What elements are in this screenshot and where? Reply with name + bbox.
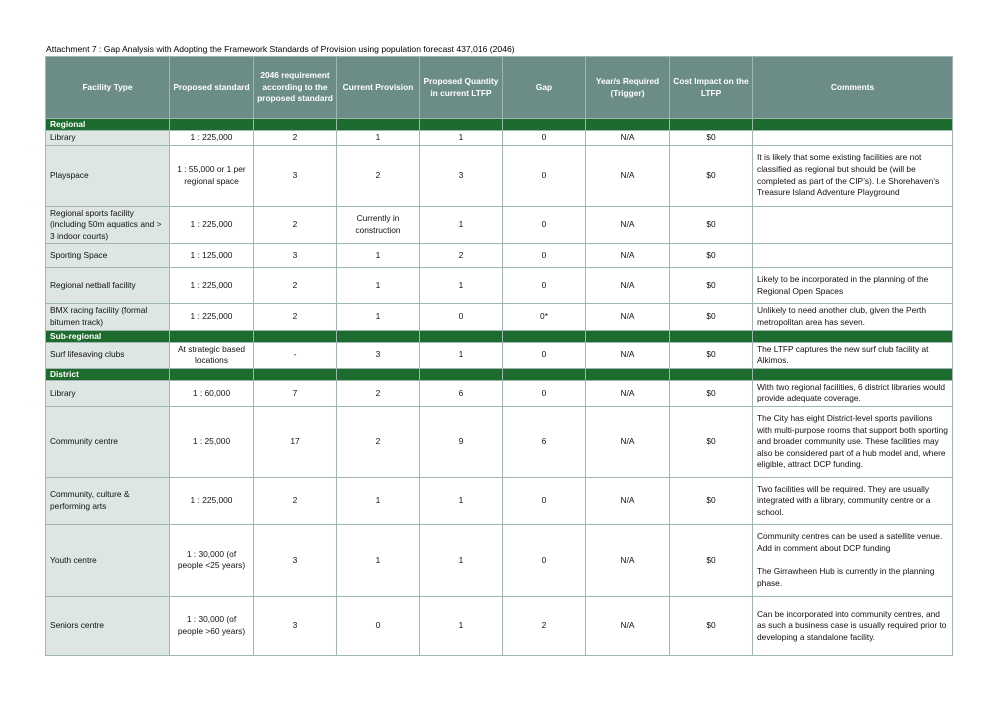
section-fill — [670, 368, 753, 380]
table-header-row — [46, 57, 953, 119]
year-cell: N/A — [586, 145, 670, 206]
proposed-cell: 1 — [420, 477, 503, 524]
comments-cell: Likely to be incorporated in the planning of the Regional Open Spaces — [753, 268, 953, 304]
section-fill — [337, 330, 420, 342]
standard-cell: 1 : 55,000 or 1 per regional space — [170, 145, 254, 206]
gap-cell: 0 — [503, 524, 586, 596]
section-fill — [753, 330, 953, 342]
cost-cell: $0 — [670, 524, 753, 596]
requirement-cell: - — [254, 342, 337, 368]
requirement-cell: 3 — [254, 244, 337, 268]
header-gap: Gap — [503, 57, 586, 119]
standard-cell: 1 : 225,000 — [170, 268, 254, 304]
comments-cell: The City has eight District-level sports pavilions with multi-purpose rooms that support both sporting and broader community use. These facilities may also be considered part of a hub model and, where eligible, attract DCP funding. — [753, 406, 953, 477]
year-cell: N/A — [586, 342, 670, 368]
year-cell: N/A — [586, 380, 670, 406]
current-cell: 1 — [337, 131, 420, 146]
standard-cell: At strategic based locations — [170, 342, 254, 368]
proposed-cell: 1 — [420, 268, 503, 304]
section-row — [46, 119, 953, 131]
current-cell: 1 — [337, 244, 420, 268]
section-fill — [170, 368, 254, 380]
standard-cell: 1 : 60,000 — [170, 380, 254, 406]
proposed-cell: 2 — [420, 244, 503, 268]
table-body — [46, 119, 953, 656]
gap-cell: 0 — [503, 131, 586, 146]
proposed-cell: 9 — [420, 406, 503, 477]
section-fill — [586, 119, 670, 131]
proposed-cell: 3 — [420, 145, 503, 206]
year-cell: N/A — [586, 206, 670, 244]
section-fill — [420, 330, 503, 342]
document-title: Attachment 7 : Gap Analysis with Adopting the Framework Standards of Provision using population forecast 437,016 (2046) — [46, 44, 515, 54]
cost-cell: $0 — [670, 268, 753, 304]
gap-cell: 6 — [503, 406, 586, 477]
standard-cell: 1 : 125,000 — [170, 244, 254, 268]
proposed-cell: 1 — [420, 206, 503, 244]
current-cell: 1 — [337, 524, 420, 596]
proposed-cell: 1 — [420, 131, 503, 146]
table-row — [46, 244, 953, 268]
section-fill — [254, 368, 337, 380]
year-cell: N/A — [586, 596, 670, 655]
standard-cell: 1 : 30,000 (of people >60 years) — [170, 596, 254, 655]
requirement-cell: 3 — [254, 524, 337, 596]
requirement-cell: 2 — [254, 131, 337, 146]
table-row — [46, 342, 953, 368]
current-cell: Currently in construction — [337, 206, 420, 244]
section-fill — [586, 368, 670, 380]
section-label: Sub-regional — [46, 330, 170, 342]
comments-cell: Community centres can be used a satellite venue. Add in comment about DCP funding The Girrawheen Hub is currently in the planning phase. — [753, 524, 953, 596]
current-cell: 2 — [337, 380, 420, 406]
facility-cell: Youth centre — [46, 524, 170, 596]
section-fill — [670, 330, 753, 342]
gap-cell: 0 — [503, 342, 586, 368]
current-cell: 2 — [337, 145, 420, 206]
header-comments: Comments — [753, 57, 953, 119]
requirement-cell: 2 — [254, 206, 337, 244]
comments-cell: Unlikely to need another club, given the Perth metropolitan area has seven. — [753, 304, 953, 330]
section-fill — [503, 330, 586, 342]
comments-cell — [753, 206, 953, 244]
header-facility-type: Facility Type — [46, 57, 170, 119]
facility-cell: Library — [46, 380, 170, 406]
section-label: Regional — [46, 119, 170, 131]
comments-cell: It is likely that some existing facilities are not classified as regional but should be (will be completed as part of the CIP’s). I.e Shorehaven’s Treasure Island Adventure Playground — [753, 145, 953, 206]
header-2046-requirement: 2046 requirement according to the proposed standard — [254, 57, 337, 119]
year-cell: N/A — [586, 304, 670, 330]
proposed-cell: 1 — [420, 524, 503, 596]
section-fill — [170, 119, 254, 131]
gap-cell: 0 — [503, 145, 586, 206]
comments-cell — [753, 244, 953, 268]
section-fill — [420, 119, 503, 131]
gap-cell: 0 — [503, 268, 586, 304]
requirement-cell: 3 — [254, 596, 337, 655]
table-row — [46, 524, 953, 596]
proposed-cell: 1 — [420, 596, 503, 655]
year-cell: N/A — [586, 131, 670, 146]
standard-cell: 1 : 225,000 — [170, 304, 254, 330]
table-row — [46, 477, 953, 524]
gap-cell: 0 — [503, 380, 586, 406]
standard-cell: 1 : 225,000 — [170, 477, 254, 524]
section-fill — [337, 119, 420, 131]
standard-cell: 1 : 25,000 — [170, 406, 254, 477]
table-row — [46, 268, 953, 304]
gap-cell: 0 — [503, 244, 586, 268]
current-cell: 1 — [337, 477, 420, 524]
section-fill — [503, 119, 586, 131]
section-fill — [337, 368, 420, 380]
comments-cell — [753, 131, 953, 146]
standard-cell: 1 : 225,000 — [170, 131, 254, 146]
facility-cell: Regional netball facility — [46, 268, 170, 304]
header-current-provision: Current Provision — [337, 57, 420, 119]
comments-cell: Two facilities will be required. They are usually integrated with a library, community centre or a school. — [753, 477, 953, 524]
gap-cell: 0 — [503, 206, 586, 244]
current-cell: 2 — [337, 406, 420, 477]
section-fill — [420, 368, 503, 380]
current-cell: 0 — [337, 596, 420, 655]
gap-analysis-table — [45, 56, 953, 656]
proposed-cell: 0 — [420, 304, 503, 330]
requirement-cell: 3 — [254, 145, 337, 206]
current-cell: 1 — [337, 268, 420, 304]
header-cost-impact: Cost Impact on the LTFP — [670, 57, 753, 119]
cost-cell: $0 — [670, 477, 753, 524]
facility-cell: Seniors centre — [46, 596, 170, 655]
section-row — [46, 368, 953, 380]
facility-cell: Community centre — [46, 406, 170, 477]
facility-cell: Sporting Space — [46, 244, 170, 268]
section-row — [46, 330, 953, 342]
proposed-cell: 1 — [420, 342, 503, 368]
section-fill — [503, 368, 586, 380]
table-row — [46, 145, 953, 206]
year-cell: N/A — [586, 477, 670, 524]
requirement-cell: 2 — [254, 268, 337, 304]
section-fill — [670, 119, 753, 131]
cost-cell: $0 — [670, 406, 753, 477]
facility-cell: Regional sports facility (including 50m aquatics and > 3 indoor courts) — [46, 206, 170, 244]
comments-cell: Can be incorporated into community centres, and as such a business case is usually required prior to developing a standalone facility. — [753, 596, 953, 655]
comments-cell: With two regional facilities, 6 district libraries would provide adequate coverage. — [753, 380, 953, 406]
table-row — [46, 406, 953, 477]
current-cell: 3 — [337, 342, 420, 368]
header-year-required: Year/s Required (Trigger) — [586, 57, 670, 119]
section-fill — [170, 330, 254, 342]
year-cell: N/A — [586, 524, 670, 596]
section-label: District — [46, 368, 170, 380]
table-row — [46, 131, 953, 146]
cost-cell: $0 — [670, 380, 753, 406]
table-row — [46, 380, 953, 406]
section-fill — [753, 368, 953, 380]
requirement-cell: 2 — [254, 304, 337, 330]
cost-cell: $0 — [670, 244, 753, 268]
section-fill — [753, 119, 953, 131]
cost-cell: $0 — [670, 304, 753, 330]
section-fill — [254, 119, 337, 131]
requirement-cell: 7 — [254, 380, 337, 406]
cost-cell: $0 — [670, 145, 753, 206]
facility-cell: Library — [46, 131, 170, 146]
requirement-cell: 2 — [254, 477, 337, 524]
section-fill — [254, 330, 337, 342]
gap-cell: 2 — [503, 596, 586, 655]
facility-cell: Playspace — [46, 145, 170, 206]
cost-cell: $0 — [670, 342, 753, 368]
section-fill — [586, 330, 670, 342]
cost-cell: $0 — [670, 206, 753, 244]
comments-cell: The LTFP captures the new surf club facility at Alkimos. — [753, 342, 953, 368]
facility-cell: Community, culture & performing arts — [46, 477, 170, 524]
facility-cell: BMX racing facility (formal bitumen track) — [46, 304, 170, 330]
header-proposed-standard: Proposed standard — [170, 57, 254, 119]
year-cell: N/A — [586, 244, 670, 268]
year-cell: N/A — [586, 268, 670, 304]
gap-cell: 0* — [503, 304, 586, 330]
facility-cell: Surf lifesaving clubs — [46, 342, 170, 368]
current-cell: 1 — [337, 304, 420, 330]
requirement-cell: 17 — [254, 406, 337, 477]
gap-cell: 0 — [503, 477, 586, 524]
proposed-cell: 6 — [420, 380, 503, 406]
year-cell: N/A — [586, 406, 670, 477]
cost-cell: $0 — [670, 596, 753, 655]
table-row — [46, 304, 953, 330]
table-row — [46, 596, 953, 655]
cost-cell: $0 — [670, 131, 753, 146]
header-proposed-quantity: Proposed Quantity in current LTFP — [420, 57, 503, 119]
standard-cell: 1 : 30,000 (of people <25 years) — [170, 524, 254, 596]
standard-cell: 1 : 225,000 — [170, 206, 254, 244]
table-row — [46, 206, 953, 244]
